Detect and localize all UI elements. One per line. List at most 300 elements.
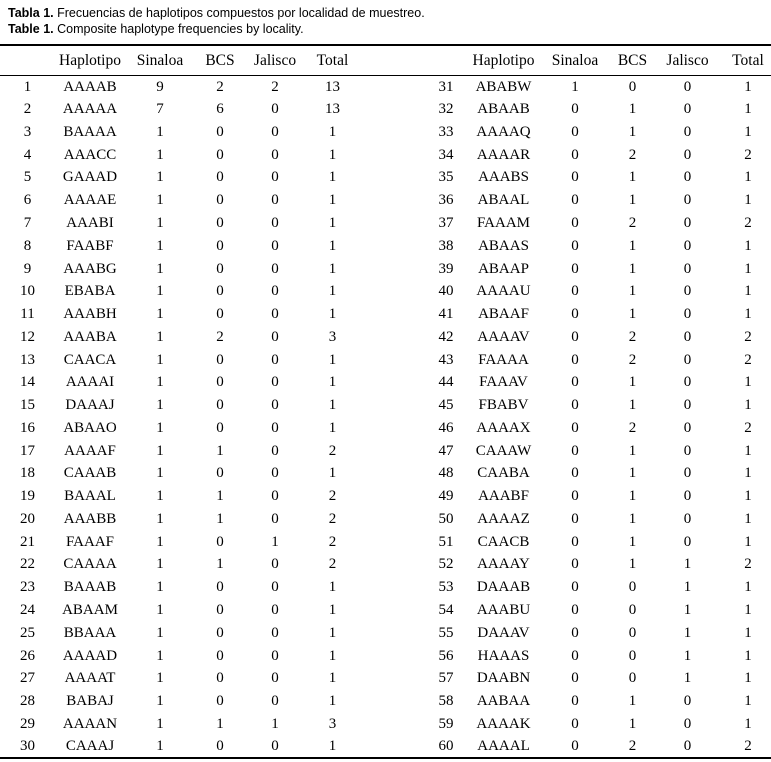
haplotype-cell: AAABH [63,306,117,323]
total-count-cell: 1 [744,260,752,277]
table-row [0,212,771,235]
bcs-count-cell: 2 [628,146,637,163]
row-index-cell: 18 [20,465,35,482]
haplotype-cell: AAAAA [62,101,118,118]
row-index-cell: 36 [438,192,454,209]
haplotype-cell: AAABF [478,488,529,505]
total-count-cell: 1 [328,465,337,482]
jalisco-count-cell: 0 [683,237,692,254]
table-row [0,326,771,349]
total-count-cell: 1 [744,693,752,710]
bcs-count-cell: 0 [216,647,224,664]
sinaloa-count-cell: 0 [571,579,579,596]
row-index-cell: 37 [438,214,454,231]
column-gap [360,98,420,121]
column-gap [360,485,420,508]
bcs-count-cell: 0 [628,624,637,641]
haplotype-cell: CAAAB [63,465,117,482]
row-index-cell: 39 [438,260,454,277]
jalisco-count-cell: 0 [271,488,279,505]
sinaloa-count-cell: 0 [571,624,579,641]
caption-line-english [8,22,763,37]
bcs-count-cell: 1 [216,488,224,505]
sinaloa-count-cell: 0 [571,533,579,550]
bcs-count-cell: 0 [628,647,637,664]
total-count-cell: 1 [744,306,752,323]
sinaloa-count-cell: 1 [156,283,164,300]
total-count-cell: 1 [328,397,337,414]
jalisco-count-cell: 1 [683,579,692,596]
bcs-count-cell: 2 [628,214,637,231]
total-count-cell: 1 [744,123,752,140]
haplotype-cell: DAAAV [477,624,530,641]
haplotype-cell: AAABU [476,601,531,618]
total-count-cell: 1 [744,579,752,596]
jalisco-count-cell: 0 [683,192,692,209]
sinaloa-count-cell: 0 [571,510,579,527]
haplotype-cell: AAABI [66,214,114,231]
total-count-cell: 1 [744,715,752,732]
haplotype-cell: AAAAI [65,374,115,391]
bcs-count-cell: 1 [628,169,637,186]
total-count-cell: 2 [744,351,752,368]
jalisco-count-cell: 0 [683,374,692,391]
bcs-count-cell: 1 [628,715,637,732]
row-index-cell: 21 [20,533,35,550]
row-index-cell: 59 [438,715,454,732]
bcs-count-cell: 1 [216,556,224,573]
jalisco-count-cell: 0 [683,101,692,118]
sinaloa-count-cell: 1 [156,374,164,391]
jalisco-count-cell: 0 [683,169,692,186]
row-index-cell: 43 [438,351,454,368]
col-header-index-left [0,45,55,76]
bcs-count-cell: 1 [628,123,637,140]
haplotype-cell: CAABA [477,465,530,482]
haplotype-cell: CAAAA [63,556,117,573]
jalisco-count-cell: 0 [271,419,279,436]
haplotype-cell: AAAAT [64,670,116,687]
column-gap [360,212,420,235]
haplotype-cell: DAAAJ [65,397,115,414]
total-count-cell: 1 [744,488,752,505]
jalisco-count-cell: 0 [271,283,279,300]
total-count-cell: 1 [328,237,337,254]
column-gap [360,599,420,622]
column-gap [360,667,420,690]
bcs-count-cell: 0 [216,351,224,368]
sinaloa-count-cell: 7 [156,101,164,118]
column-gap [360,258,420,281]
haplotype-cell: BBAAA [63,624,117,641]
table-row [0,576,771,599]
row-index-cell: 26 [20,647,35,664]
jalisco-count-cell: 0 [683,78,692,95]
bcs-count-cell: 0 [216,579,224,596]
bcs-count-cell: 1 [628,442,637,459]
sinaloa-count-cell: 1 [156,169,164,186]
jalisco-count-cell: 0 [271,579,279,596]
caption-label-es: Tabla 1. [8,6,54,20]
bcs-count-cell: 0 [628,579,637,596]
total-count-cell: 1 [328,738,337,755]
table-row [0,508,771,531]
haplotype-cell: FAABF [66,237,114,254]
haplotype-cell: CAAAW [475,442,532,459]
bcs-count-cell: 1 [628,397,637,414]
bcs-count-cell: 2 [216,78,224,95]
sinaloa-count-cell: 1 [156,533,164,550]
column-gap [360,76,420,99]
sinaloa-count-cell: 0 [571,670,579,687]
sinaloa-count-cell: 0 [571,556,579,573]
sinaloa-count-cell: 1 [156,510,164,527]
sinaloa-count-cell: 1 [156,601,164,618]
row-index-cell: 40 [438,283,454,300]
bcs-count-cell: 0 [628,670,637,687]
sinaloa-count-cell: 1 [156,693,164,710]
total-count-cell: 1 [328,146,337,163]
total-count-cell: 13 [325,101,340,118]
haplotype-cell: FAAAA [478,351,529,368]
haplotype-cell: ABAAS [478,237,529,254]
row-index-cell: 27 [20,670,35,687]
sinaloa-count-cell: 0 [571,715,579,732]
bcs-count-cell: 1 [628,192,637,209]
jalisco-count-cell: 0 [271,214,279,231]
total-count-cell: 2 [744,146,752,163]
sinaloa-count-cell: 0 [571,465,579,482]
row-index-cell: 29 [20,715,35,732]
table-row [0,76,771,99]
sinaloa-count-cell: 1 [156,465,164,482]
table-row [0,690,771,713]
total-count-cell: 1 [328,579,337,596]
jalisco-count-cell: 0 [271,237,279,254]
bcs-count-cell: 1 [628,533,637,550]
sinaloa-count-cell: 0 [571,123,579,140]
total-count-cell: 1 [744,283,752,300]
sinaloa-count-cell: 1 [156,397,164,414]
jalisco-count-cell: 0 [683,510,692,527]
bcs-count-cell: 1 [628,556,637,573]
row-index-cell: 50 [438,510,454,527]
table-row [0,371,771,394]
sinaloa-count-cell: 1 [156,419,164,436]
total-count-cell: 1 [744,647,752,664]
table-row [0,394,771,417]
col-header-bcs-right: BCS [615,45,650,76]
column-gap [360,440,420,463]
total-count-cell: 1 [328,624,337,641]
col-header-sinaloa-right: Sinaloa [535,45,615,76]
haplotype-cell: CAACB [477,533,530,550]
table-row [0,667,771,690]
haplotype-cell: AABAA [476,693,531,710]
row-index-cell: 16 [20,419,35,436]
row-index-cell: 1 [23,78,32,95]
total-count-cell: 1 [328,374,337,391]
col-header-haplotipo-left: Haplotipo [55,45,125,76]
total-count-cell: 3 [328,328,337,345]
row-index-cell: 6 [23,192,32,209]
haplotype-cell: ABAAB [477,101,530,118]
total-count-cell: 1 [328,351,337,368]
sinaloa-count-cell: 0 [571,647,579,664]
bcs-count-cell: 2 [628,351,637,368]
row-index-cell: 49 [438,488,454,505]
col-header-total-left: Total [305,45,360,76]
row-index-cell: 35 [438,169,454,186]
total-count-cell: 1 [328,693,337,710]
sinaloa-count-cell: 0 [571,260,579,277]
sinaloa-count-cell: 1 [156,237,164,254]
bcs-count-cell: 1 [628,306,637,323]
jalisco-count-cell: 0 [683,283,692,300]
jalisco-count-cell: 0 [271,328,279,345]
haplotype-cell: AAAAU [476,283,531,300]
bcs-count-cell: 1 [216,510,224,527]
total-count-cell: 1 [328,419,337,436]
sinaloa-count-cell: 0 [571,419,579,436]
total-count-cell: 1 [328,306,337,323]
bcs-count-cell: 1 [628,374,637,391]
jalisco-count-cell: 1 [683,556,692,573]
table-row [0,440,771,463]
jalisco-count-cell: 0 [683,715,692,732]
row-index-cell: 13 [20,351,35,368]
haplotype-cell: ABABW [475,78,532,95]
total-count-cell: 1 [328,192,337,209]
haplotype-cell: ABAAF [478,306,529,323]
row-index-cell: 2 [23,101,32,118]
sinaloa-count-cell: 0 [571,328,579,345]
column-gap [360,622,420,645]
bcs-count-cell: 0 [216,374,224,391]
row-index-cell: 60 [438,738,454,755]
sinaloa-count-cell: 1 [156,442,164,459]
bcs-count-cell: 1 [216,442,224,459]
jalisco-count-cell: 0 [271,123,279,140]
bcs-count-cell: 1 [628,237,637,254]
row-index-cell: 25 [20,624,35,641]
table-row [0,736,771,759]
haplotype-cell: AAAAB [63,78,117,95]
sinaloa-count-cell: 1 [156,192,164,209]
sinaloa-count-cell: 0 [571,237,579,254]
row-index-cell: 56 [438,647,454,664]
haplotype-cell: ABAAL [477,192,530,209]
jalisco-count-cell: 0 [271,556,279,573]
haplotype-cell: AAAAZ [477,510,530,527]
column-gap [360,645,420,668]
sinaloa-count-cell: 0 [571,738,579,755]
sinaloa-count-cell: 1 [156,647,164,664]
total-count-cell: 1 [328,123,337,140]
row-index-cell: 17 [20,442,35,459]
jalisco-count-cell: 0 [683,214,692,231]
bcs-count-cell: 1 [628,101,637,118]
jalisco-count-cell: 1 [271,533,279,550]
haplotype-cell: AAAAQ [476,123,531,140]
haplotype-cell: FAAAF [65,533,115,550]
jalisco-count-cell: 0 [683,306,692,323]
total-count-cell: 2 [328,533,337,550]
row-index-cell: 19 [20,488,35,505]
bcs-count-cell: 0 [216,192,224,209]
caption-label-en: Table 1. [8,22,54,36]
total-count-cell: 1 [744,78,752,95]
bcs-count-cell: 0 [216,738,224,755]
column-gap [360,508,420,531]
jalisco-count-cell: 0 [271,647,279,664]
sinaloa-count-cell: 0 [571,101,579,118]
total-count-cell: 2 [328,556,337,573]
row-index-cell: 9 [23,260,32,277]
row-index-cell: 33 [438,123,454,140]
haplotype-cell: AAAAF [64,442,116,459]
table-row [0,622,771,645]
jalisco-count-cell: 0 [271,601,279,618]
row-index-cell: 34 [438,146,454,163]
caption-text-es: Frecuencias de haplotipos compuestos por localidad de muestreo. [57,6,425,20]
bcs-count-cell: 2 [628,419,637,436]
haplotype-cell: FBABV [478,397,529,414]
haplotype-cell: AAABG [63,260,117,277]
total-count-cell: 1 [328,169,337,186]
total-count-cell: 2 [744,214,752,231]
jalisco-count-cell: 0 [271,169,279,186]
bcs-count-cell: 0 [216,465,224,482]
bcs-count-cell: 1 [628,693,637,710]
column-gap [360,463,420,486]
column-gap [360,280,420,303]
col-header-jalisco-right: Jalisco [650,45,725,76]
jalisco-count-cell: 0 [683,351,692,368]
total-count-cell: 1 [744,374,752,391]
caption-line-spanish [8,6,763,21]
table-row [0,645,771,668]
total-count-cell: 1 [744,169,752,186]
haplotype-cell: BABAJ [66,693,114,710]
col-header-bcs-left: BCS [195,45,245,76]
bcs-count-cell: 0 [216,397,224,414]
sinaloa-count-cell: 1 [156,214,164,231]
total-count-cell: 1 [328,601,337,618]
jalisco-count-cell: 0 [271,397,279,414]
total-count-cell: 1 [744,465,752,482]
sinaloa-count-cell: 1 [156,579,164,596]
row-index-cell: 42 [438,328,454,345]
jalisco-count-cell: 0 [271,260,279,277]
row-index-cell: 23 [20,579,35,596]
total-count-cell: 3 [328,715,337,732]
bcs-count-cell: 2 [216,328,224,345]
jalisco-count-cell: 1 [683,670,692,687]
column-gap [360,167,420,190]
jalisco-count-cell: 0 [683,488,692,505]
haplotype-cell: AAAAD [62,647,118,664]
total-count-cell: 1 [328,283,337,300]
sinaloa-count-cell: 1 [156,670,164,687]
bcs-count-cell: 0 [216,123,224,140]
total-count-cell: 2 [328,488,337,505]
haplotype-cell: AAAAN [62,715,118,732]
haplotype-cell: FAAAV [479,374,528,391]
jalisco-count-cell: 0 [271,101,279,118]
caption-text-en: Composite haplotype frequencies by locality. [57,22,304,36]
row-index-cell: 12 [20,328,35,345]
row-index-cell: 47 [438,442,454,459]
table-row [0,121,771,144]
row-index-cell: 52 [438,556,454,573]
column-gap [360,713,420,736]
sinaloa-count-cell: 1 [156,328,164,345]
bcs-count-cell: 0 [216,693,224,710]
haplotype-cell: EBABA [64,283,116,300]
jalisco-count-cell: 0 [271,192,279,209]
row-index-cell: 41 [438,306,454,323]
sinaloa-count-cell: 0 [571,214,579,231]
row-index-cell: 53 [438,579,454,596]
total-count-cell: 1 [744,601,752,618]
table-row [0,599,771,622]
jalisco-count-cell: 1 [683,647,692,664]
table-body [0,76,771,759]
row-index-cell: 48 [438,465,454,482]
haplotype-cell: AAABA [63,328,117,345]
total-count-cell: 1 [744,397,752,414]
sinaloa-count-cell: 0 [571,283,579,300]
haplotype-cell: BAAAA [63,123,117,140]
column-gap [360,144,420,167]
jalisco-count-cell: 0 [683,533,692,550]
col-header-sinaloa-left: Sinaloa [125,45,195,76]
jalisco-count-cell: 0 [683,260,692,277]
sinaloa-count-cell: 1 [156,715,164,732]
row-index-cell: 58 [438,693,454,710]
sinaloa-count-cell: 0 [571,374,579,391]
haplotype-cell: AAAAE [63,192,117,209]
jalisco-count-cell: 0 [683,328,692,345]
haplotype-cell: ABAAO [63,419,117,436]
bcs-count-cell: 1 [216,715,224,732]
bcs-count-cell: 1 [628,260,637,277]
row-index-cell: 3 [23,123,32,140]
column-gap [360,531,420,554]
bcs-count-cell: 2 [628,738,637,755]
row-index-cell: 28 [20,693,35,710]
sinaloa-count-cell: 0 [571,169,579,186]
sinaloa-count-cell: 1 [571,78,579,95]
sinaloa-count-cell: 1 [156,556,164,573]
header-row [0,45,771,76]
bcs-count-cell: 0 [216,260,224,277]
total-count-cell: 1 [744,237,752,254]
table-row [0,417,771,440]
sinaloa-count-cell: 1 [156,488,164,505]
total-count-cell: 2 [744,738,752,755]
column-gap [360,349,420,372]
total-count-cell: 1 [744,510,752,527]
jalisco-count-cell: 1 [683,624,692,641]
jalisco-count-cell: 0 [683,397,692,414]
haplotype-cell: GAAAD [62,169,118,186]
sinaloa-count-cell: 0 [571,146,579,163]
haplotype-frequency-table [0,44,771,759]
row-index-cell: 57 [438,670,454,687]
table-row [0,98,771,121]
